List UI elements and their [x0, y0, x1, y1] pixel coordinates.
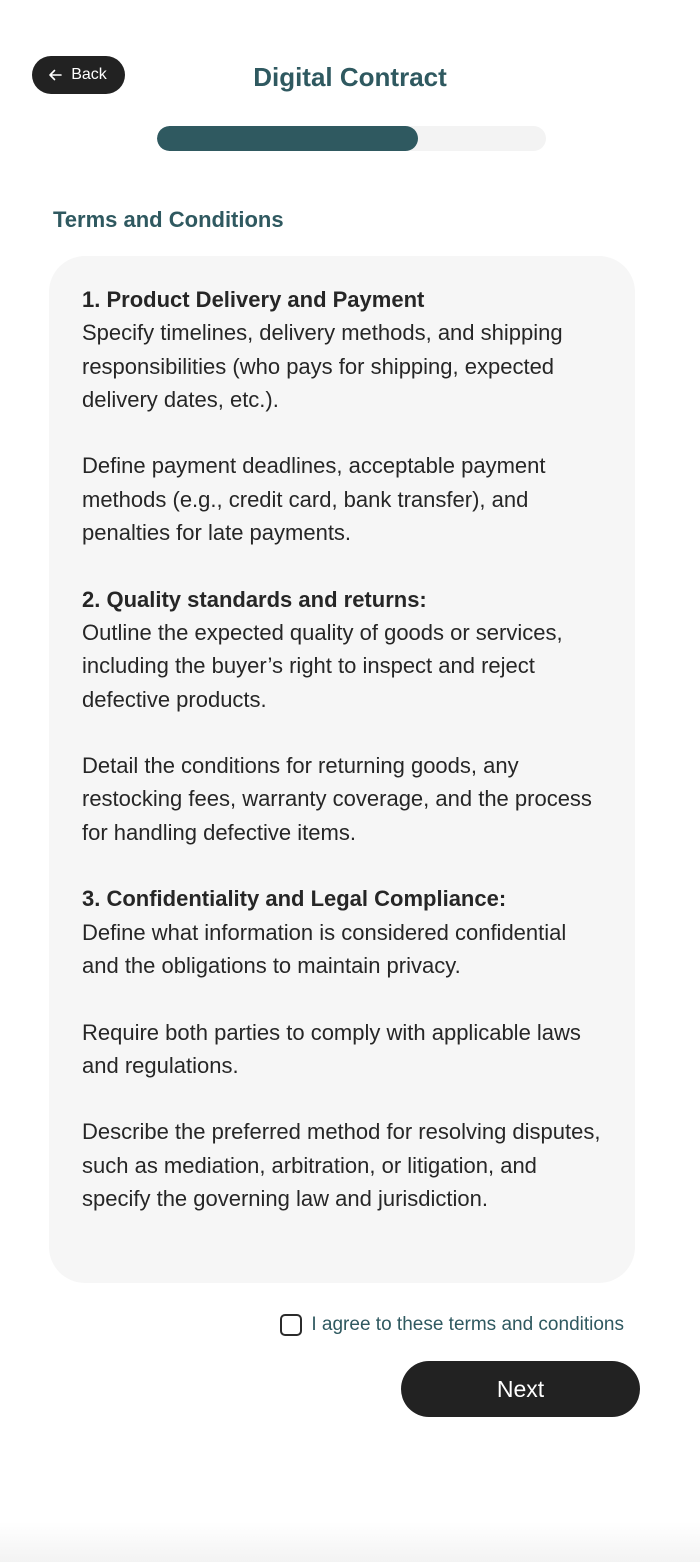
terms-clause — [82, 882, 605, 982]
clause-title: 2. Quality standards and returns: — [82, 586, 427, 612]
bottom-fade — [0, 1522, 700, 1562]
clause-title: 3. Confidentiality and Legal Compliance: — [82, 886, 507, 912]
next-button[interactable]: Next — [401, 1361, 640, 1417]
clause-text: Describe the preferred method for resolving disputes, such as mediation, arbitration, or litigation, and specify the governing law and jurisdiction. — [82, 1119, 601, 1212]
agree-checkbox-label[interactable]: I agree to these terms and conditions — [311, 1314, 624, 1335]
terms-card — [49, 256, 635, 1283]
clause-text: Outline the expected quality of goods or services, including the buyer’s right to inspect and reject defective products. — [82, 619, 563, 712]
progress-bar-fill — [157, 126, 418, 151]
clause-text: Define payment deadlines, acceptable payment methods (e.g., credit card, bank transfer), and penalties for late payments. — [82, 453, 546, 546]
agree-terms-row[interactable] — [280, 1311, 624, 1339]
clause-text: Require both parties to comply with applicable laws and regulations. — [82, 1019, 581, 1078]
terms-heading: Terms and Conditions — [53, 207, 284, 232]
terms-clause — [82, 583, 605, 716]
progress-bar — [157, 126, 546, 151]
clause-text: Specify timelines, delivery methods, and shipping responsibilities (who pays for shipping, expected delivery dates, etc.). — [82, 320, 563, 412]
clause-text: Define what information is considered confidential and the obligations to maintain privacy. — [82, 919, 567, 978]
terms-clause — [82, 283, 605, 416]
clause-title: 1. Product Delivery and Payment — [82, 287, 425, 312]
back-button-label: Back — [71, 66, 107, 83]
page-title: Digital Contract — [253, 62, 447, 92]
clause-text: Detail the conditions for returning goods, any restocking fees, warranty coverage, and the process for handling defective items. — [82, 753, 592, 845]
agree-checkbox[interactable] — [280, 1314, 302, 1336]
